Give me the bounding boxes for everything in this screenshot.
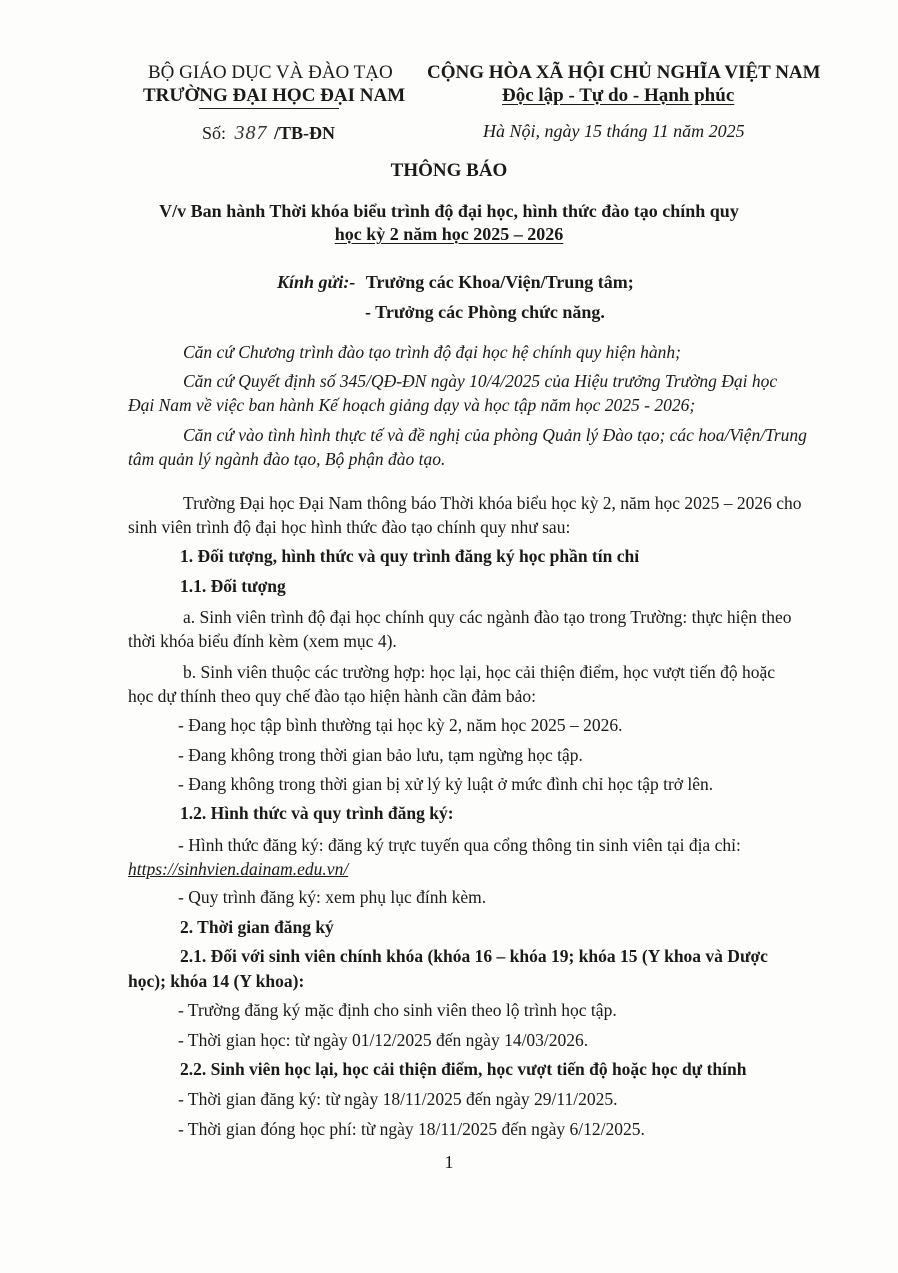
university-name: TRƯỜNG ĐẠI HỌC ĐẠI NAM xyxy=(143,85,406,106)
subject-line-2: học kỳ 2 năm học 2025 – 2026 xyxy=(334,224,564,244)
condition-1: - Đang học tập bình thường tại học kỳ 2, năm học 2025 – 2026. xyxy=(178,715,623,735)
intro-line-1: Trường Đại học Đại Nam thông báo Thời khóa biểu học kỳ 2, năm học 2025 – 2026 cho xyxy=(183,493,802,513)
item-b-line-2: học dự thính theo quy chế đào tạo hiện hành cần đảm bảo: xyxy=(128,686,536,706)
number-handwritten: 387 xyxy=(234,122,268,144)
section-1-1-heading: 1.1. Đối tượng xyxy=(180,576,286,596)
student-portal-link[interactable]: https://sinhvien.dainam.edu.vn/ xyxy=(128,859,349,879)
recipient-2: - Trưởng các Phòng chức năng. xyxy=(365,302,605,322)
registration-process: - Quy trình đăng ký: xem phụ lục đính kèm. xyxy=(178,887,487,907)
basis-3-line-2: tâm quản lý ngành đào tạo, Bộ phận đào tạo. xyxy=(128,449,446,469)
recipients xyxy=(277,272,634,293)
recipients-label: Kính gửi:- xyxy=(277,272,356,292)
section-2-heading: 2. Thời gian đăng ký xyxy=(180,917,334,937)
place-date: Hà Nội, ngày 15 tháng 11 năm 2025 xyxy=(483,121,745,141)
subject-line-1: V/v Ban hành Thời khóa biểu trình độ đại học, hình thức đào tạo chính quy xyxy=(159,201,739,221)
ministry-name: BỘ GIÁO DỤC VÀ ĐÀO TẠO xyxy=(148,62,393,83)
section-1-heading: 1. Đối tượng, hình thức và quy trình đăng ký học phần tín chỉ xyxy=(180,546,640,566)
section-2-1-line-1: 2.1. Đối với sinh viên chính khóa (khóa 16 – khóa 19; khóa 15 (Y khoa và Dược xyxy=(180,946,768,966)
basis-2-line-1: Căn cứ Quyết định số 345/QĐ-ĐN ngày 10/4/2025 của Hiệu trưởng Trường Đại học xyxy=(183,371,778,391)
item-b-line-1: b. Sinh viên thuộc các trường hợp: học lại, học cải thiện điểm, học vượt tiến độ hoặc xyxy=(183,662,776,682)
condition-2: - Đang không trong thời gian bảo lưu, tạm ngừng học tập. xyxy=(178,745,583,765)
registration-period: - Thời gian đăng ký: từ ngày 18/11/2025 đến ngày 29/11/2025. xyxy=(178,1089,618,1109)
number-suffix: /TB-ĐN xyxy=(274,123,336,143)
study-period: - Thời gian học: từ ngày 01/12/2025 đến ngày 14/03/2026. xyxy=(178,1030,589,1050)
intro-line-2: sinh viên trình độ đại học hình thức đào tạo chính quy như sau: xyxy=(128,517,571,537)
item-a-line-2: thời khóa biểu đính kèm (xem mục 4). xyxy=(128,631,397,651)
section-1-2-heading: 1.2. Hình thức và quy trình đăng ký: xyxy=(180,803,454,823)
tuition-period: - Thời gian đóng học phí: từ ngày 18/11/2025 đến ngày 6/12/2025. xyxy=(178,1119,645,1139)
item-a-line-1: a. Sinh viên trình độ đại học chính quy các ngành đào tạo trong Trường: thực hiện theo xyxy=(183,607,792,627)
number-label: Số: xyxy=(202,123,227,143)
registration-method: - Hình thức đăng ký: đăng ký trực tuyến qua cổng thông tin sinh viên tại địa chỉ: xyxy=(178,835,741,855)
default-registration: - Trường đăng ký mặc định cho sinh viên theo lộ trình học tập. xyxy=(178,1000,617,1020)
basis-1: Căn cứ Chương trình đào tạo trình độ đại học hệ chính quy hiện hành; xyxy=(183,342,681,362)
document-title: THÔNG BÁO xyxy=(390,160,508,181)
motto: Độc lập - Tự do - Hạnh phúc xyxy=(502,85,735,106)
page-number: 1 xyxy=(444,1152,454,1172)
basis-2-line-2: Đại Nam về việc ban hành Kế hoạch giảng dạy và học tập năm học 2025 - 2026; xyxy=(128,395,696,415)
condition-3: - Đang không trong thời gian bị xử lý kỷ luật ở mức đình chỉ học tập trở lên. xyxy=(178,774,714,794)
section-2-2-heading: 2.2. Sinh viên học lại, học cải thiện điểm, học vượt tiến độ hoặc học dự thính xyxy=(180,1059,747,1079)
document-number xyxy=(202,122,335,145)
recipient-1: Trưởng các Khoa/Viện/Trung tâm; xyxy=(365,272,634,292)
basis-3-line-1: Căn cứ vào tình hình thực tế và đề nghị của phòng Quản lý Đào tạo; các hoa/Viện/Trung xyxy=(183,425,807,445)
section-2-1-line-2: học); khóa 14 (Y khoa): xyxy=(128,971,305,991)
country-name: CỘNG HÒA XÃ HỘI CHỦ NGHĨA VIỆT NAM xyxy=(427,62,821,83)
